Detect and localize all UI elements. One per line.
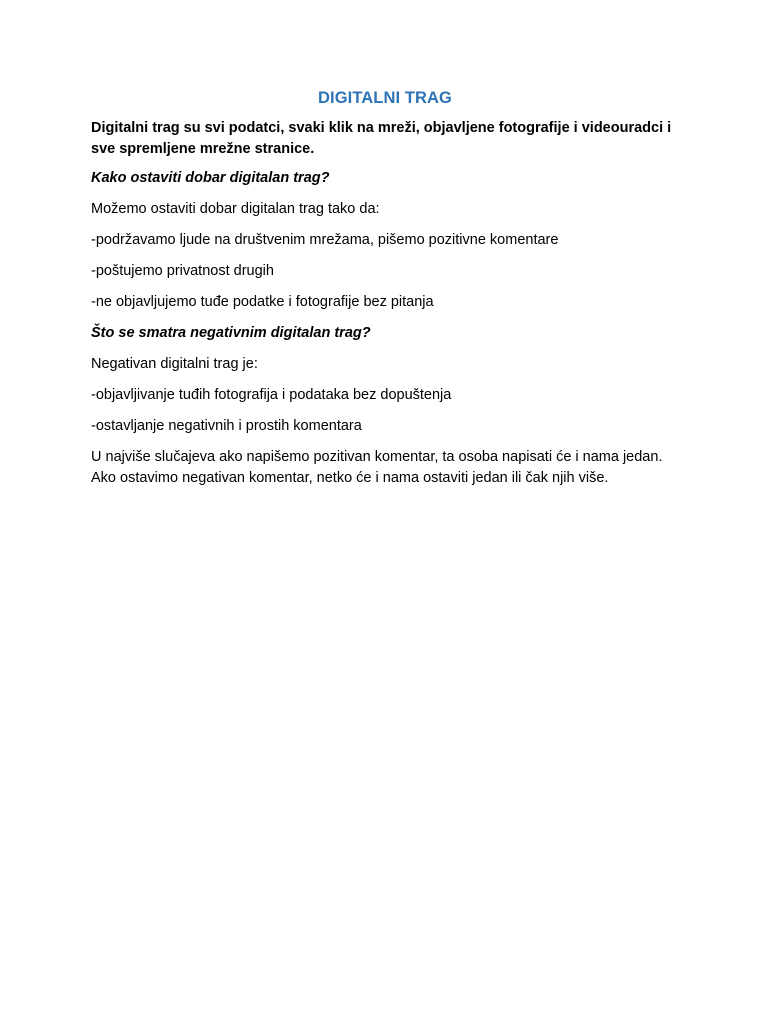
list-item: -poštujemo privatnost drugih — [91, 263, 274, 279]
document-page — [91, 86, 679, 499]
document-title: DIGITALNI TRAG — [318, 89, 452, 107]
answer-good-lead: Možemo ostaviti dobar digitalan trag tako da: — [91, 201, 380, 217]
list-item: -ostavljanje negativnih i prostih komentara — [91, 418, 362, 434]
answer-negative-lead: Negativan digitalni trag je: — [91, 356, 258, 372]
list-item: -objavljivanje tuđih fotografija i podataka bez dopuštenja — [91, 387, 452, 403]
question-negative-trail: Što se smatra negativnim digitalan trag? — [91, 325, 371, 341]
list-item: -podržavamo ljude na društvenim mrežama, pišemo pozitivne komentare — [91, 232, 559, 248]
list-item: -ne objavljujemo tuđe podatke i fotografije bez pitanja — [91, 294, 434, 310]
conclusion-paragraph: U najviše slučajeva ako napišemo pozitivan komentar, ta osoba napisati će i nama jedan. Ako ostavimo negativan komentar, netko će i nama ostaviti jedan ili čak njih više. — [91, 449, 663, 486]
question-good-trail: Kako ostaviti dobar digitalan trag? — [91, 170, 330, 186]
intro-paragraph: Digitalni trag su svi podatci, svaki klik na mreži, objavljene fotografije i videouradci i sve spremljene mrežne stranice. — [91, 120, 672, 157]
